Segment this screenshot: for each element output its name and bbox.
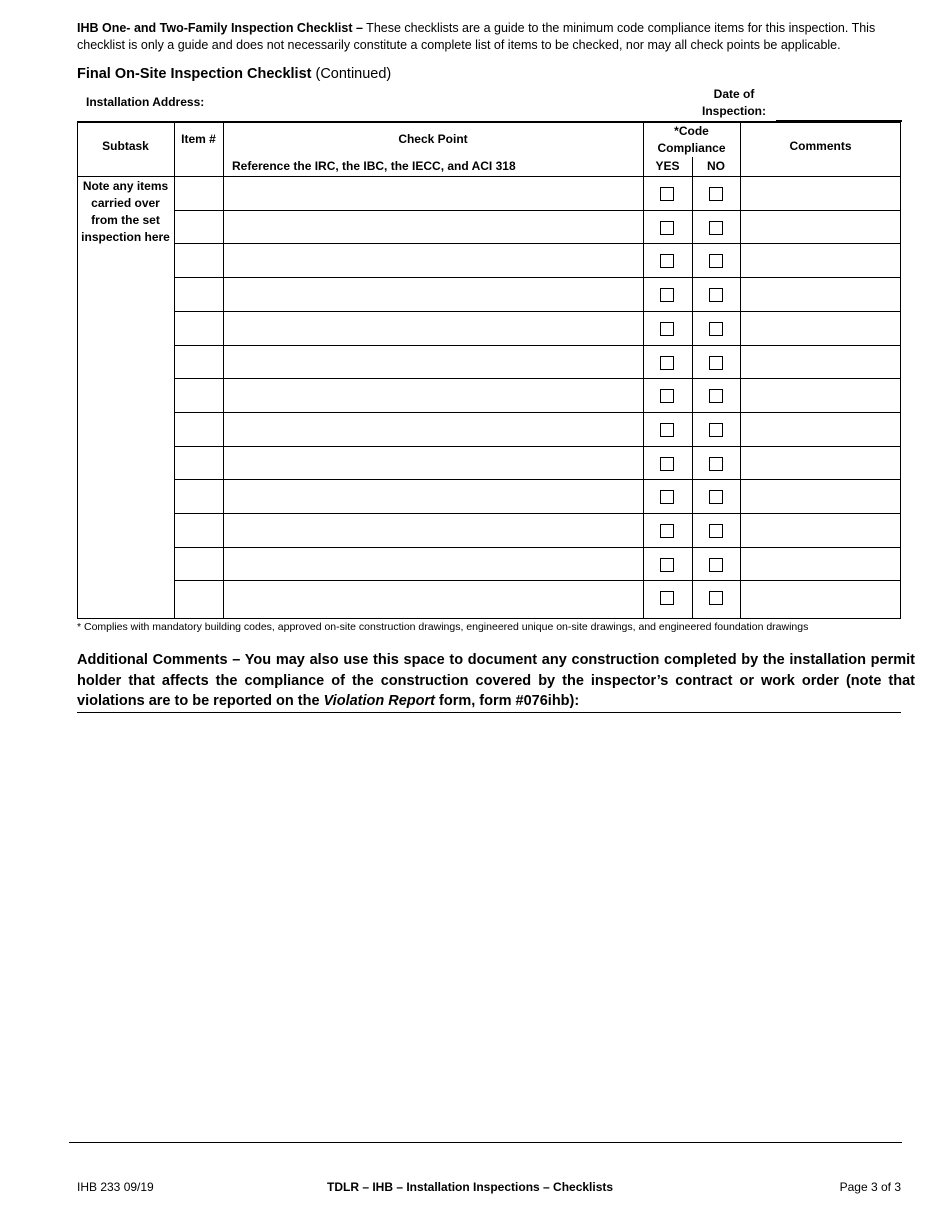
comments-cell[interactable] [741, 413, 900, 445]
additional-part1: Additional Comments – You may also use this space to document any construction completed by the installation permit holder that affects the compliance of the construction covered by the inspector’s contract or work order (note that violations are to be reported on the [77, 652, 915, 709]
no-checkbox[interactable] [709, 524, 723, 538]
comments-cell[interactable] [741, 211, 900, 243]
check-point-cell[interactable] [224, 244, 642, 276]
check-point-cell[interactable] [224, 312, 642, 344]
section-title [77, 66, 391, 82]
section-title-main: Final On-Site Inspection Checklist [77, 66, 312, 82]
footer-form-id: IHB 233 09/19 [77, 1180, 154, 1194]
footer-rule [69, 1142, 902, 1143]
subtask-note: Note any items carried over from the set inspection here [81, 179, 170, 244]
yes-checkbox[interactable] [660, 389, 674, 403]
check-point-cell[interactable] [224, 548, 642, 580]
yes-checkbox[interactable] [660, 591, 674, 605]
yes-checkbox[interactable] [660, 322, 674, 336]
no-checkbox[interactable] [709, 389, 723, 403]
violation-report-form-name: Violation Report [323, 693, 435, 709]
section-title-suffix: (Continued) [311, 66, 392, 82]
footer-title: TDLR – IHB – Installation Inspections – Checklists [327, 1180, 614, 1194]
header-check-point: Check Point [398, 132, 468, 146]
check-point-cell[interactable] [224, 480, 642, 512]
yes-checkbox[interactable] [660, 356, 674, 370]
intro-body: These checklists are a guide to the minimum code compliance items for this inspection. This checklist is only a guide and does not necessarily constitute a complete list of items to be checked, nor may all check points be applicable. [77, 21, 876, 52]
comments-cell[interactable] [741, 244, 900, 276]
header-reference: Reference the IRC, the IBC, the IECC, and ACI 318 [232, 159, 516, 173]
item-cell[interactable] [175, 278, 222, 310]
item-cell[interactable] [175, 514, 222, 546]
item-cell[interactable] [175, 379, 222, 411]
item-cell[interactable] [175, 581, 222, 613]
additional-comments-heading [77, 650, 915, 712]
comments-cell[interactable] [741, 581, 900, 613]
no-checkbox[interactable] [709, 288, 723, 302]
item-cell[interactable] [175, 447, 222, 479]
comments-cell[interactable] [741, 346, 900, 378]
header-subtask: Subtask [102, 139, 149, 153]
check-point-cell[interactable] [224, 413, 642, 445]
no-checkbox[interactable] [709, 254, 723, 268]
check-point-cell[interactable] [224, 278, 642, 310]
checklist-table [77, 121, 901, 620]
no-checkbox[interactable] [709, 221, 723, 235]
yes-checkbox[interactable] [660, 254, 674, 268]
comments-cell[interactable] [741, 177, 900, 209]
item-cell[interactable] [175, 244, 222, 276]
footnote: * Complies with mandatory building codes, approved on-site construction drawings, engineered unique on-site drawings, and engineered foundation drawings [77, 621, 809, 633]
divider-yes-no [692, 157, 693, 619]
footer-page-number: Page 3 of 3 [839, 1180, 901, 1194]
date-of-inspection-label: Date of Inspection: [701, 87, 766, 118]
item-cell[interactable] [175, 211, 222, 243]
item-cell[interactable] [175, 177, 222, 209]
check-point-cell[interactable] [224, 346, 642, 378]
comments-cell[interactable] [741, 379, 900, 411]
no-checkbox[interactable] [709, 356, 723, 370]
header-code-compliance: *Code Compliance [657, 124, 726, 155]
yes-checkbox[interactable] [660, 288, 674, 302]
comments-cell[interactable] [741, 278, 900, 310]
item-cell[interactable] [175, 312, 222, 344]
yes-checkbox[interactable] [660, 558, 674, 572]
item-cell[interactable] [175, 346, 222, 378]
check-point-cell[interactable] [224, 211, 642, 243]
yes-checkbox[interactable] [660, 457, 674, 471]
additional-part2: form, form #076ihb): [434, 693, 580, 709]
comments-cell[interactable] [741, 480, 900, 512]
comments-cell[interactable] [741, 447, 900, 479]
no-checkbox[interactable] [709, 490, 723, 504]
yes-checkbox[interactable] [660, 187, 674, 201]
item-cell[interactable] [175, 548, 222, 580]
no-checkbox[interactable] [709, 558, 723, 572]
yes-checkbox[interactable] [660, 423, 674, 437]
no-checkbox[interactable] [709, 457, 723, 471]
header-item: Item # [181, 132, 216, 146]
check-point-cell[interactable] [224, 514, 642, 546]
yes-checkbox[interactable] [660, 490, 674, 504]
check-point-cell[interactable] [224, 581, 642, 613]
item-cell[interactable] [175, 413, 222, 445]
no-checkbox[interactable] [709, 322, 723, 336]
header-comments: Comments [789, 139, 852, 153]
yes-checkbox[interactable] [660, 221, 674, 235]
installation-address-label: Installation Address: [86, 95, 205, 109]
additional-comments-rule [77, 712, 901, 713]
header-no: NO [707, 159, 725, 173]
header-yes: YES [655, 159, 680, 173]
no-checkbox[interactable] [709, 423, 723, 437]
yes-checkbox[interactable] [660, 524, 674, 538]
no-checkbox[interactable] [709, 591, 723, 605]
comments-cell[interactable] [741, 514, 900, 546]
item-cell[interactable] [175, 480, 222, 512]
intro-heading: IHB One- and Two-Family Inspection Checklist – [77, 21, 363, 35]
intro-text [77, 20, 897, 54]
comments-cell[interactable] [741, 548, 900, 580]
no-checkbox[interactable] [709, 187, 723, 201]
check-point-cell[interactable] [224, 177, 642, 209]
check-point-cell[interactable] [224, 447, 642, 479]
additional-comments-field[interactable] [77, 714, 901, 1134]
divider-checkpoint [643, 121, 644, 619]
comments-cell[interactable] [741, 312, 900, 344]
check-point-cell[interactable] [224, 379, 642, 411]
